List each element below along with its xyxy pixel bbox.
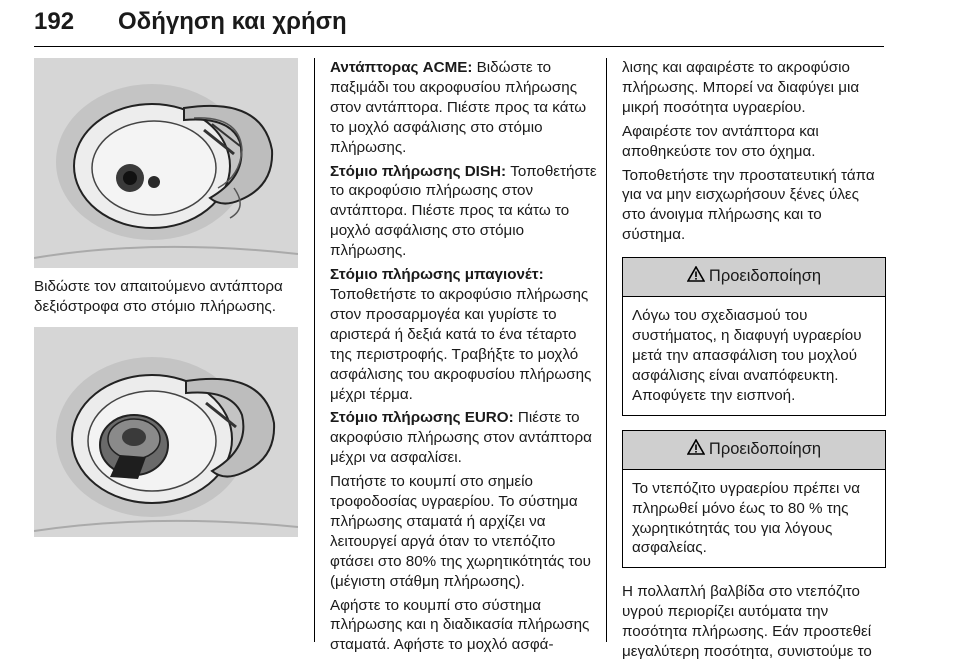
warning-text: Λόγω του σχεδιασμού του συστήματος, η διαφυγή υγραερίου μετά την απασφάλιση του μοχλού ασφάλισης είναι αναπόφευκτη. Αποφύγετε την εισπνοή. (632, 307, 862, 404)
bayonet-text: Τοποθετήστε το ακροφύσιο πλήρωσης στον προσαρμογέα και γυρίστε το αριστερά ή δεξιά κατά το ένα τέταρτο της περιστροφής. Τραβήξτε το μοχλό ασφάλισης του ακροφυσίου πλήρωσης μέχρι τέρμα. (330, 285, 592, 403)
paragraph-bayonet (330, 265, 598, 404)
warning-title: Προειδοποίηση (708, 267, 822, 286)
paragraph-acme (330, 58, 598, 158)
warning-text: Το ντεπόζιτο υγραερίου πρέπει να πληρωθεί μόνο έως το 80 % της χωρητικότητάς του για λόγους ασφαλείας. (632, 479, 860, 557)
paragraph-press-button: Πατήστε το κουμπί στο σημείο τροφοδοσίας υγραερίου. Το σύστημα πλήρωσης σταματά ή αρχίζει να λειτουργεί αργά όταν το ντεπόζιτο φτάσει στο 80% της χωρητικότητάς του (μέγιστη στάθμη πλήρωσης). (330, 473, 591, 590)
warning-box (622, 430, 886, 569)
paragraph-release-button: Αφήστε το κουμπί στο σύστημα πλήρωσης και η διαδικασία πλήρωσης σταματά. Αφήστε το μοχλό ασφά- (330, 596, 590, 654)
page-title: Οδήγηση και χρήση (118, 8, 347, 35)
acme-label: Αντάπτορας ACME: (330, 59, 473, 76)
paragraph-store-adapter: Αφαιρέστε τον αντάπτορα και αποθηκεύστε τον στο όχημα. (622, 122, 819, 160)
fuel-flap-adapter-illustration (34, 58, 298, 268)
paragraph-euro (330, 408, 598, 468)
column-middle (330, 58, 598, 659)
fuel-flap-adapter-attached-illustration (34, 327, 298, 537)
warning-header (623, 258, 885, 297)
paragraph-protective-cap: Τοποθετήστε την προστατευτική τάπα για να μην εισχωρήσουν ξένες ύλες στο άνοιγμα πλήρωσης και το σύστημα. (622, 166, 875, 244)
warning-triangle-icon (687, 439, 705, 461)
column-divider (314, 58, 315, 642)
column-divider (606, 58, 607, 642)
dish-text: Τοποθετήστε το ακροφύσιο πλήρωσης στον αντάπτορα. Πιέστε προς τα κάτω το μοχλό ασφάλισης στο στόμιο πλήρωσης. (330, 162, 597, 260)
warning-box (622, 257, 886, 416)
page-header (34, 4, 884, 44)
acme-text: Βιδώστε το παξιμάδι του ακροφυσίου πλήρωσης στον αντάπτορα. Πιέστε προς τα κάτω το μοχλό ασφάλισης στο στόμιο πλήρωσης. (330, 59, 587, 156)
figure-adapter-attached (34, 327, 298, 537)
dish-label: Στόμιο πλήρωσης DISH: (330, 162, 507, 180)
bayonet-label: Στόμιο πλήρωσης μπαγιονέτ: (330, 266, 544, 284)
warning-title: Προειδοποίηση (708, 439, 822, 458)
header-rule (34, 46, 884, 47)
paragraph-remove-nozzle: λισης και αφαιρέστε το ακροφύσιο πλήρωσης. Μπορεί να διαφύγει μια μικρή ποσότητα υγραερίου. (622, 59, 860, 116)
column-left (34, 58, 298, 537)
euro-label: Στόμιο πλήρωσης EURO: (330, 409, 514, 427)
paragraph-multivalve: Η πολλαπλή βαλβίδα στο ντεπόζιτο υγρού περιορίζει αυτόματα την ποσότητα πλήρωσης. Εάν προστεθεί μεγαλύτερη ποσότητα, συνιστούμε το (622, 583, 872, 661)
column-right (622, 58, 886, 666)
page-number: 192 (34, 8, 75, 35)
figure-fuel-flap-open (34, 58, 298, 268)
figure-caption: Βιδώστε τον απαιτούμενο αντάπτορα δεξιόστροφα στο στόμιο πλήρωσης. (34, 278, 283, 315)
euro-text: Πιέστε το ακροφύσιο πλήρωσης στον αντάπτορα μέχρι να ασφαλίσει. (330, 409, 592, 467)
warning-header (623, 431, 885, 470)
warning-triangle-icon (687, 266, 705, 288)
paragraph-dish (330, 162, 598, 262)
